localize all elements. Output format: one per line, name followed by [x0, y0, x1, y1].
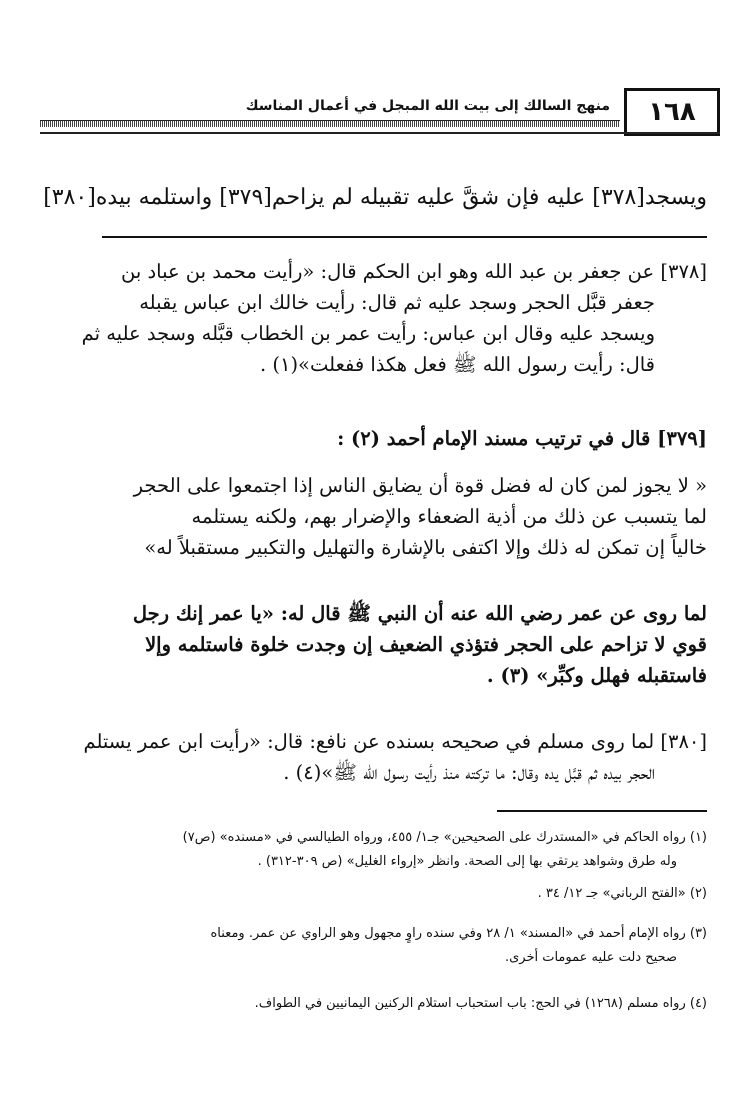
footnote-line: (٢) «الفتح الرباني» جـ ١٢/ ٣٤ . [537, 886, 707, 901]
note-line: الحجر بيده ثم قبَّل يده وقال: ما تركته منذ رأيت رسول الله ﷺ»(٤) . [283, 761, 655, 784]
note-line: خالياً إن تمكن له ذلك وإلا اكتفى بالإشارة والتهليل والتكبير مستقبلاً له» [144, 536, 707, 559]
note-line: قال: رأيت رسول الله ﷺ فعل هكذا ففعلت»(١) . [259, 353, 655, 376]
note-line: قوي لا تزاحم على الحجر فتؤذي الضعيف إن وجدت خلوة فاستلمه وإلا [145, 633, 707, 656]
note-line: [٣٨٠] لما روى مسلم في صحيحه بسنده عن نافع: قال: «رأيت ابن عمر يستلم [83, 730, 707, 753]
header-hatched-rule [40, 120, 620, 127]
page-header [40, 88, 720, 138]
text-separator-rule [102, 236, 707, 238]
footnote-rule [497, 810, 707, 812]
running-title: منهج السالك إلى بيت الله المبجل في أعمال المناسك [245, 98, 610, 114]
footnote-3 [210, 922, 707, 970]
footnote-2 [538, 882, 707, 906]
note-line: ويسجد عليه وقال ابن عباس: رأيت عمر بن الخطاب قبَّله وسجد عليه ثم [81, 322, 655, 345]
page-number: ١٦٨ [624, 88, 720, 136]
note-line: لما يتسبب عن ذلك من أذية الضعفاء والإضرار بهم، ولكنه يستلمه [191, 505, 707, 528]
note-line: [٣٧٨] عن جعفر بن عبد الله وهو ابن الحكم قال: «رأيت محمد بن عباد بن [120, 260, 707, 283]
footnote-1 [183, 826, 707, 874]
note-380 [42, 726, 707, 788]
note-line: لما روى عن عمر رضي الله عنه أن النبي ﷺ قال له: «يا عمر إنك رجل [132, 602, 707, 625]
footnote-4 [255, 992, 707, 1016]
footnote-line: وله طرق وشواهد يرتقي بها إلى الصحة. وانظر «إرواء الغليل» (ص ٣٠٩-٣١٢) . [257, 854, 677, 869]
note-379-heading [42, 423, 707, 454]
note-379-quote [42, 470, 707, 563]
note-379-hadith [42, 598, 707, 691]
note-line: فاستقبله فهلل وكبِّر» (٣) . [486, 664, 707, 687]
header-rule [40, 132, 720, 134]
footnote-line: (٤) رواه مسلم (١٢٦٨) في الحج: باب استحباب استلام الركنين اليمانيين في الطواف. [254, 996, 707, 1011]
note-line: « لا يجوز لمن كان له فضل قوة أن يضايق الناس إذا اجتمعوا على الحجر [133, 474, 707, 497]
main-text: ويسجد[٣٧٨] عليه فإن شقَّ عليه تقبيله لم يزاحم[٣٧٩] واستلمه بيده[٣٨٠] [43, 185, 707, 210]
note-378 [42, 256, 707, 380]
note-line: جعفر قبَّل الحجر وسجد عليه ثم قال: رأيت خالك ابن عباس يقبله [139, 291, 655, 314]
footnote-line: (٣) رواه الإمام أحمد في «المسند» ١/ ٢٨ وفي سنده راوٍ مجهول وهو الراوي عن عمر. ومعناه [210, 926, 707, 941]
note-heading: [٣٧٩] قال في ترتيب مسند الإمام أحمد (٢) : [337, 427, 707, 450]
footnote-line: (١) رواه الحاكم في «المستدرك على الصحيحين» جـ١/ ٤٥٥، ورواه الطيالسي في «مسنده» (ص٧) [182, 830, 707, 845]
footnote-line: صحيح دلت عليه عمومات أخرى. [504, 950, 677, 965]
